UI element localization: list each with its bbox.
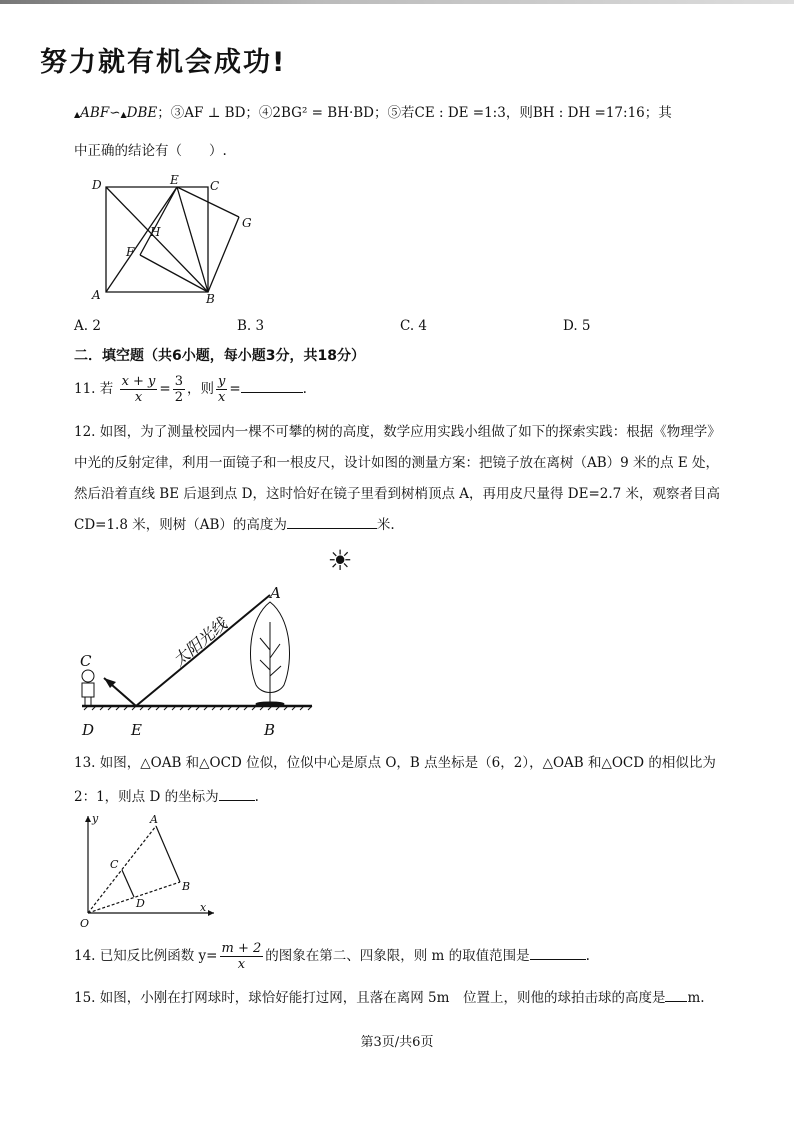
segment-ob [88,882,180,913]
y-arrow-icon [85,816,91,822]
q13-coordinate-figure [72,810,222,935]
svg-text:D: D [82,721,95,739]
svg-text:A: A [92,288,101,302]
triangle-icon: ▲ [120,110,127,119]
svg-text:E: E [170,173,179,187]
svg-text:D: D [92,178,102,192]
q11-fraction-1: $\frac{x + y}{x}$ [121,374,156,405]
q11-fraction-3: $\frac{y}{x}$ [218,374,226,405]
svg-text:E: E [131,721,142,739]
segment-oa [88,826,156,913]
q13-line1: 13. 如图，△OAB 和△OCD 位似，位似中心是原点 O，B 点坐标是（6，2），△OAB 和△OCD 的相似比为 [74,755,716,771]
segment-fb [140,255,208,292]
person-icon [82,670,94,705]
q10-square-figure [86,172,266,307]
page-number: 第3页/共6页 [360,1035,434,1050]
x-arrow-icon [208,910,214,916]
svg-text:B: B [206,292,215,306]
svg-text:C: C [110,858,119,871]
q11-line: 11. 若 $\frac{x + y}{x}$ = $\frac{3}{2}$ ，则 $\frac{y}{x}$ = . [74,374,307,405]
svg-text:y: y [92,812,99,825]
section-heading: 二．填空题（共6小题，每小题3分，共18分） [74,348,365,364]
q15-answer-blank[interactable] [665,989,687,1002]
svg-text:O: O [80,917,90,930]
q13-answer-blank[interactable] [219,788,255,801]
svg-text:C: C [210,179,220,193]
q15-line: 15. 如图，小刚在打网球时，球恰好能打过网，且落在离网 5m 位置上，则他的球拍击球的高度是 m. [74,990,705,1006]
svg-text:A: A [150,813,158,826]
q12-line4: CD=1.8 米，则树（AB）的高度为 米. [74,517,395,533]
q14-fraction: $\frac{m + 2}{x}$ [221,941,262,972]
triangle-icon: ▲ [74,110,81,119]
svg-text:B: B [264,721,276,739]
q12-answer-blank[interactable] [287,516,377,529]
q12-line3: 然后沿着直线 BE 后退到点 D，这时恰好在镜子里看到树梢顶点 A，再用皮尺量得 DE=2.7 米，观察者目高 [74,486,721,502]
segment-gb [208,217,239,292]
q14-answer-blank[interactable] [530,947,586,960]
sun-icon: ☀ [327,544,353,577]
q10-option-c: C. 4 [400,318,428,334]
ray-label: 太阳光线 [169,614,231,671]
segment-fe [140,187,177,255]
q10-line1: ▲ABF∽▲DBE；③AF ⊥ BD；④2BG² = BH·BD；⑤若CE : DE =1:3，则BH : DH =17:16；其 [74,105,672,121]
q12-line2: 中光的反射定律，利用一面镜子和一根皮尺，设计如图的测量方案：把镜子放在离树（AB）9 米的点 E 处， [74,455,719,471]
q10-option-b: B. 3 [237,318,265,334]
q10-option-a: A. 2 [74,318,101,334]
segment-cd [122,870,134,897]
svg-text:G: G [242,216,252,230]
q10-line2: 中正确的结论有（ ）. [74,143,227,159]
q12-line1: 12. 如图，为了测量校园内一棵不可攀的树的高度，数学应用实践小组做了如下的探索实践：根据《物理学》 [74,424,721,440]
q12-tree-mirror-figure [74,540,353,740]
scan-top-edge [0,0,794,4]
svg-text:F: F [126,245,135,259]
svg-text:D: D [136,897,145,910]
segment-ab [156,826,180,882]
svg-text:A: A [270,584,281,602]
motto-header: 努力就有机会成功! [40,47,287,78]
segment-ae [106,187,177,292]
q11-fraction-2: $\frac{3}{2}$ [174,374,183,405]
svg-text:H: H [150,225,161,239]
q11-answer-blank[interactable] [241,380,303,393]
tree-icon [250,602,289,706]
q13-line2: 2：1，则点 D 的坐标为 . [74,789,259,805]
q14-line: 14. 已知反比例函数 y= $\frac{m + 2}{x}$ 的图象在第二、四象限，则 m 的取值范围是 . [74,941,590,972]
svg-text:B: B [182,880,191,893]
q10-option-d: D. 5 [563,318,591,334]
svg-text:x: x [200,901,207,914]
svg-text:C: C [80,652,92,670]
